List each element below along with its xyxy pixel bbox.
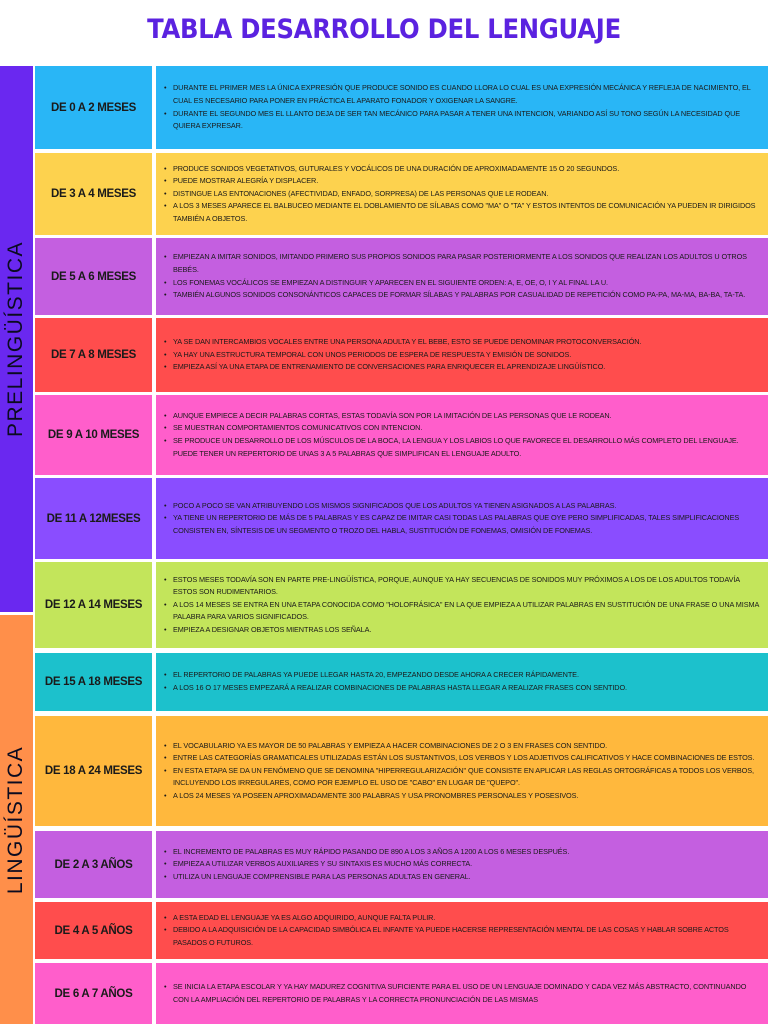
item-list xyxy=(162,163,760,226)
description-cell xyxy=(156,562,768,648)
item-list xyxy=(162,410,760,460)
description-cell xyxy=(156,66,768,149)
description-cell xyxy=(156,153,768,235)
list-item: • YA SE DAN INTERCAMBIOS VOCALES ENTRE UNA PERSONA ADULTA Y EL BEBE, ESTO SE PUEDE DENOMINAR PROTOCONVERSACIÓN. xyxy=(162,336,760,349)
description-cell xyxy=(156,902,768,959)
list-item: • EMPIEZA A UTILIZAR VERBOS AUXILIARES Y SU SINTAXIS ES MUCHO MÁS CORRECTA. xyxy=(162,858,760,871)
age-cell: DE 11 A 12MESES xyxy=(35,478,152,559)
age-cell: DE 2 A 3 AÑOS xyxy=(35,831,152,898)
page-title: TABLA DESARROLLO DEL LENGUAJE xyxy=(147,14,621,45)
list-item: • A LOS 24 MESES YA POSEEN APROXIMADAMENTE 300 PALABRAS Y USA PRONOMBRES PERSONALES Y POSESIVOS. xyxy=(162,790,760,803)
list-item: • DEBIDO A LA ADQUISICIÓN DE LA CAPACIDAD SIMBÓLICA EL INFANTE YA PUEDE HACERSE REPRESENTACIÓN MENTAL DE LAS COSAS Y HABLAR SOBRE ACTOS PASADOS O FUTUROS. xyxy=(162,924,760,949)
age-cell: DE 15 A 18 MESES xyxy=(35,653,152,711)
list-item: • EL VOCABULARIO YA ES MAYOR DE 50 PALABRAS Y EMPIEZA A HACER COMBINACIONES DE 2 O 3 EN FRASES CON SENTIDO. xyxy=(162,740,760,753)
item-list xyxy=(162,82,760,132)
description-cell xyxy=(156,831,768,898)
item-list xyxy=(162,251,760,301)
list-item: • A LOS 16 O 17 MESES EMPEZARÁ A REALIZAR COMBINACIONES DE PALABRAS HASTA LLEGAR A REALIZAR FRASES CON SENTIDO. xyxy=(162,682,760,695)
age-cell: DE 4 A 5 AÑOS xyxy=(35,902,152,959)
table-row xyxy=(35,653,768,711)
description-cell xyxy=(156,716,768,826)
list-item: • YA TIENE UN REPERTORIO DE MÁS DE 5 PALABRAS Y ES CAPAZ DE IMITAR CASI TODAS LAS PALABRAS QUE OYE PERO SIMPLIFICADAS, TALES SIMPLIFICACIONES CONSISTEN EN, SÍNTESIS DE UN SEGMENTO O TROZO DEL HABLA, SUSTITUCIÓN DE FONEMAS, OMISIÓN DE FONEMAS. xyxy=(162,512,760,537)
age-cell: DE 0 A 2 MESES xyxy=(35,66,152,149)
item-list xyxy=(162,574,760,637)
table-row xyxy=(35,963,768,1024)
list-item: • EL REPERTORIO DE PALABRAS YA PUEDE LLEGAR HASTA 20, EMPEZANDO DESDE AHORA A CRECER RÁPIDAMENTE. xyxy=(162,669,760,682)
list-item: • DURANTE EL SEGUNDO MES EL LLANTO DEJA DE SER TAN MECÁNICO PARA PASAR A TENER UNA INTENCION, VARIANDO ASÍ SU TONO SEGÚN LA NECESIDAD QUE QUIERA EXPRESAR. xyxy=(162,108,760,133)
description-cell xyxy=(156,238,768,315)
list-item: • SE PRODUCE UN DESARROLLO DE LOS MÚSCULOS DE LA BOCA, LA LENGUA Y LOS LABIOS LO QUE FAVORECE EL DESARROLLO MÁS COMPLETO DEL LENGUAJE. PUEDE TENER UN REPERTORIO DE UNAS 3 A 5 PALABRAS QUE SIMPLIFICAN EL LENGUAJE ADULTO. xyxy=(162,435,760,460)
side-bar-prelinguistica xyxy=(0,66,33,612)
list-item: • A ESTA EDAD EL LENGUAJE YA ES ALGO ADQUIRIDO, AUNQUE FALTA PULIR. xyxy=(162,912,760,925)
item-list xyxy=(162,981,760,1006)
item-list xyxy=(162,912,760,950)
side-label-linguistica: LINGÜÍSTICA xyxy=(4,745,28,894)
list-item: • AUNQUE EMPIECE A DECIR PALABRAS CORTAS, ESTAS TODAVÍA SON POR LA IMITACIÓN DE LAS PERSONAS QUE LE RODEAN. xyxy=(162,410,760,423)
table-row xyxy=(35,318,768,392)
list-item: • EN ESTA ETAPA SE DA UN FENÓMENO QUE SE DENOMINA "HIPERREGULARIZACIÓN" QUE CONSISTE EN APLICAR LAS REGLAS ORTOGRÁFICAS A TODOS LOS VERBOS, INCLUYENDO LOS IRREGULARES, COMO POR EJEMPLO EL USO DE "CABO" EN LUGAR DE "QUEPO". xyxy=(162,765,760,790)
age-cell: DE 18 A 24 MESES xyxy=(35,716,152,826)
item-list xyxy=(162,669,760,694)
list-item: • YA HAY UNA ESTRUCTURA TEMPORAL CON UNOS PERIODOS DE ESPERA DE RESPUESTA Y EMISIÓN DE SONIDOS. xyxy=(162,349,760,362)
description-cell xyxy=(156,318,768,392)
list-item: • ENTRE LAS CATEGORÍAS GRAMATICALES UTILIZADAS ESTÁN LOS SUSTANTIVOS, LOS VERBOS Y LOS ADJETIVOS CALIFICATIVOS Y HACE COMBINACIONES DE ESTOS. xyxy=(162,752,760,765)
list-item: • A LOS 14 MESES SE ENTRA EN UNA ETAPA CONOCIDA COMO "HOLOFRÁSICA" EN LA QUE EMPIEZA A UTILIZAR PALABRAS EN SUSTITUCIÓN DE UNA FRASE O UNA MISMA PALABRA PARA VARIOS SIGNIFICADOS. xyxy=(162,599,760,624)
list-item: • SE INICIA LA ETAPA ESCOLAR Y YA HAY MADUREZ COGNITIVA SUFICIENTE PARA EL USO DE UN LENGUAJE DOMINADO Y CADA VEZ MÁS ABSTRACTO, CONTINUANDO CON LA AMPLIACIÓN DEL REPERTORIO DE PALABRAS Y LA CORRECTA PRONUNCIACIÓN DE LAS MISMAS xyxy=(162,981,760,1006)
list-item: • POCO A POCO SE VAN ATRIBUYENDO LOS MISMOS SIGNIFICADOS QUE LOS ADULTOS YA TIENEN ASIGNADOS A LAS PALABRAS. xyxy=(162,500,760,513)
list-item: • LOS FONEMAS VOCÁLICOS SE EMPIEZAN A DISTINGUIR Y APARECEN EN EL SIGUIENTE ORDEN: A, E, OE, O, I Y AL FINAL LA U. xyxy=(162,277,760,290)
age-cell: DE 9 A 10 MESES xyxy=(35,395,152,475)
description-cell xyxy=(156,653,768,711)
list-item: • A LOS 3 MESES APARECE EL BALBUCEO MEDIANTE EL DOBLAMIENTO DE SÍLABAS COMO "MA" O "TA" Y ESTOS INTENTOS DE COMUNICACIÓN YA PUEDEN IR DIRIGIDOS TAMBIÉN A OBJETOS. xyxy=(162,200,760,225)
item-list xyxy=(162,846,760,884)
description-cell xyxy=(156,963,768,1024)
list-item: • EMPIEZA A DESIGNAR OBJETOS MIENTRAS LOS SEÑALA. xyxy=(162,624,760,637)
list-item: • DURANTE EL PRIMER MES LA ÚNICA EXPRESIÓN QUE PRODUCE SONIDO ES CUANDO LLORA LO CUAL ES UNA EXPRESIÓN MECÁNICA Y REFLEJA DE NACIMIENTO, EL CUAL ES NECESARIO PARA PONER EN PRÁCTICA EL APARATO FONADOR Y OXIGENAR LA SANGRE. xyxy=(162,82,760,107)
list-item: • PRODUCE SONIDOS VEGETATIVOS, GUTURALES Y VOCÁLICOS DE UNA DURACIÓN DE APROXIMADAMENTE 15 O 20 SEGUNDOS. xyxy=(162,163,760,176)
list-item: • SE MUESTRAN COMPORTAMIENTOS COMUNICATIVOS CON INTENCION. xyxy=(162,422,760,435)
age-cell: DE 5 A 6 MESES xyxy=(35,238,152,315)
table-row xyxy=(35,902,768,959)
list-item: • TAMBIÉN ALGUNOS SONIDOS CONSONÁNTICOS CAPACES DE FORMAR SÍLABAS Y PALABRAS POR CASUALIDAD DE REPETICIÓN COMO PA-PA, MA-MA, BA-BA, TA-TA. xyxy=(162,289,760,302)
list-item: • EL INCREMENTO DE PALABRAS ES MUY RÁPIDO PASANDO DE 890 A LOS 3 AÑOS A 1200 A LOS 6 MESES DESPUÉS. xyxy=(162,846,760,859)
description-cell xyxy=(156,395,768,475)
item-list xyxy=(162,500,760,538)
table-row xyxy=(35,153,768,235)
side-label-prelinguistica: PRELINGÜÍSTICA xyxy=(4,240,28,438)
age-cell: DE 3 A 4 MESES xyxy=(35,153,152,235)
age-cell: DE 7 A 8 MESES xyxy=(35,318,152,392)
table-row xyxy=(35,831,768,898)
table-row xyxy=(35,395,768,475)
item-list xyxy=(162,740,760,803)
table-row xyxy=(35,66,768,149)
list-item: • ESTOS MESES TODAVÍA SON EN PARTE PRE-LINGÜÍSTICA, PORQUE, AUNQUE YA HAY SECUENCIAS DE SONIDOS MUY PRÓXIMOS A LOS DE LOS ADULTOS TODAVÍA ESTOS SON RUDIMENTARIOS. xyxy=(162,574,760,599)
description-cell xyxy=(156,478,768,559)
table-row xyxy=(35,562,768,648)
age-cell: DE 12 A 14 MESES xyxy=(35,562,152,648)
list-item: • DISTINGUE LAS ENTONACIONES (AFECTIVIDAD, ENFADO, SORPRESA) DE LAS PERSONAS QUE LE RODEAN. xyxy=(162,188,760,201)
table-row xyxy=(35,238,768,315)
list-item: • UTILIZA UN LENGUAJE COMPRENSIBLE PARA LAS PERSONAS ADULTAS EN GENERAL. xyxy=(162,871,760,884)
side-bar-linguistica xyxy=(0,615,33,1024)
age-cell: DE 6 A 7 AÑOS xyxy=(35,963,152,1024)
item-list xyxy=(162,336,760,374)
list-item: • PUEDE MOSTRAR ALEGRÍA Y DISPLACER. xyxy=(162,175,760,188)
table-row xyxy=(35,716,768,826)
list-item: • EMPIEZAN A IMITAR SONIDOS, IMITANDO PRIMERO SUS PROPIOS SONIDOS PARA PASAR POSTERIORMENTE A LOS SONIDOS QUE REALIZAN LOS ADULTOS U OTROS BEBÉS. xyxy=(162,251,760,276)
table-row xyxy=(35,478,768,559)
list-item: • EMPIEZA ASÍ YA UNA ETAPA DE ENTRENAMIENTO DE CONVERSACIONES PARA ENRIQUECER EL APRENDIZAJE LINGÜÍSTICO. xyxy=(162,361,760,374)
